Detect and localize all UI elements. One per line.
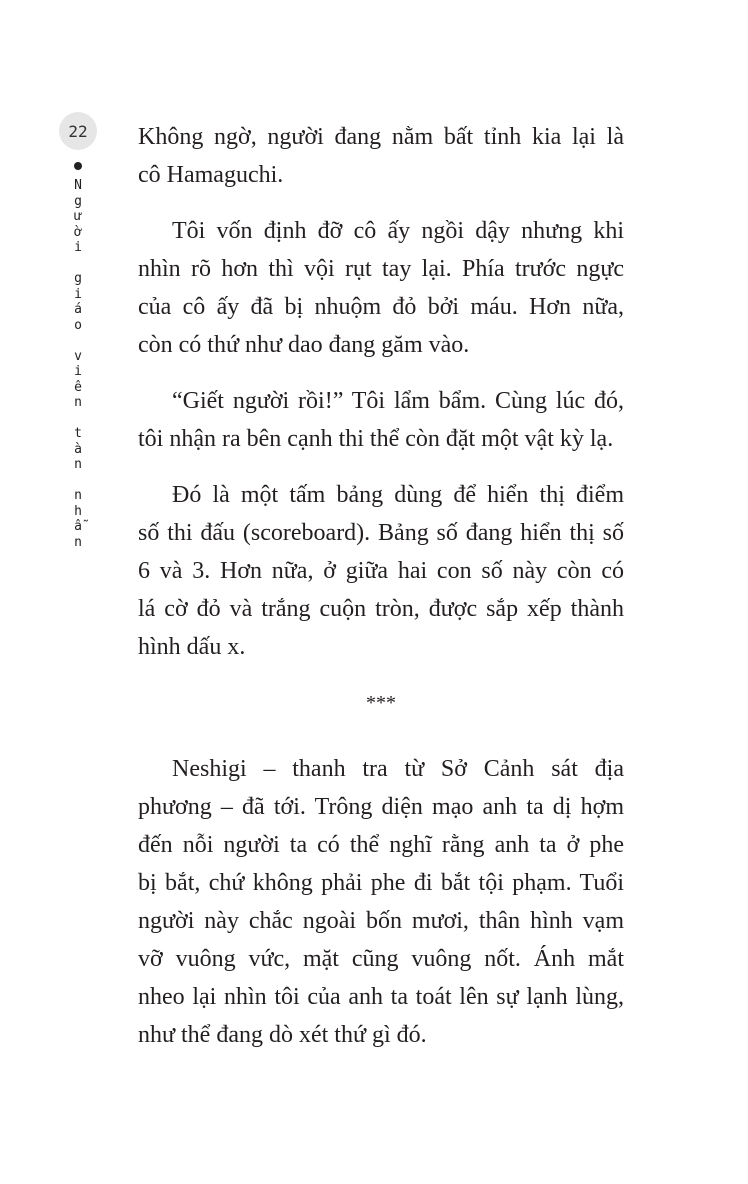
text-line: số thi đấu (scoreboard). Bảng số đang hiển thị số: [138, 520, 624, 546]
text-line: Không ngờ, người đang nằm bất tỉnh kia lại là: [138, 124, 624, 150]
page-margin: [58, 112, 98, 550]
page-number: 22: [59, 112, 97, 150]
running-title-char: N: [74, 178, 82, 193]
text-line: phương – đã tới. Trông diện mạo anh ta dị hợm: [138, 794, 624, 820]
running-title-char: i: [74, 364, 82, 379]
text-line: người này chắc ngoài bốn mươi, thân hình vạm: [138, 908, 624, 934]
text-line: cô Hamaguchi.: [138, 162, 284, 188]
text-line: đến nỗi người ta có thể nghĩ rằng anh ta ở phe: [138, 832, 624, 858]
running-title-char: [74, 473, 82, 489]
running-title-char: ờ: [74, 224, 82, 240]
running-title-char: ẫ: [74, 519, 82, 534]
text-line: tôi nhận ra bên cạnh thi thể còn đặt một vật kỳ lạ.: [138, 426, 614, 452]
running-title-char: g: [74, 271, 82, 286]
running-title-char: [74, 411, 82, 427]
paragraph: [138, 212, 624, 364]
running-title-char: n: [74, 395, 82, 410]
text-line: nheo lại nhìn tôi của anh ta toát lên sự lạnh lùng,: [138, 984, 624, 1010]
text-line: của cô ấy đã bị nhuộm đỏ bởi máu. Hơn nữa,: [138, 294, 624, 320]
paragraph: [138, 476, 624, 666]
running-title-char: i: [74, 286, 82, 302]
running-title-char: [74, 256, 82, 272]
section-separator: ***: [366, 692, 396, 714]
running-title-char: v: [74, 348, 82, 364]
text-line: như thể đang dò xét thứ gì đó.: [138, 1022, 427, 1048]
bullet-dot-icon: [74, 162, 82, 170]
running-title-char: [74, 333, 82, 349]
running-title-char: á: [74, 302, 82, 317]
running-title-char: n: [74, 457, 82, 472]
running-title-char: n: [74, 488, 82, 503]
text-line: “Giết người rồi!” Tôi lẩm bẩm. Cùng lúc đó,: [172, 388, 624, 414]
running-title-char: t: [74, 426, 82, 441]
running-title-char: g: [74, 193, 82, 209]
running-title-char: h: [74, 503, 82, 519]
text-line: Neshigi – thanh tra từ Sở Cảnh sát địa: [172, 756, 624, 782]
paragraph: [138, 118, 624, 194]
text-line: Tôi vốn định đỡ cô ấy ngồi dậy nhưng khi: [172, 218, 624, 244]
text-line: lá cờ đỏ và trắng cuộn tròn, được sắp xếp thành: [138, 596, 624, 622]
running-title-char: à: [74, 441, 82, 457]
running-title-char: ê: [74, 379, 82, 395]
running-title-char: o: [74, 317, 82, 333]
running-title-char: i: [74, 240, 82, 255]
text-line: Đó là một tấm bảng dùng để hiển thị điểm: [172, 482, 624, 508]
running-title-char: ư: [74, 209, 82, 224]
text-line: bị bắt, chứ không phải phe đi bắt tội phạm. Tuổi: [138, 870, 624, 896]
text-line: 6 và 3. Hơn nữa, ở giữa hai con số này còn có: [138, 558, 624, 584]
page-body: [138, 118, 624, 1072]
text-line: còn có thứ như dao đang găm vào.: [138, 332, 470, 358]
text-line: nhìn rõ hơn thì vội rụt tay lại. Phía trước ngực: [138, 256, 624, 282]
paragraph: [138, 750, 624, 1054]
running-title-char: n: [74, 534, 82, 550]
text-line: hình dấu x.: [138, 634, 246, 660]
text-line: vỡ vuông vức, mặt cũng vuông nốt. Ánh mắt: [138, 946, 624, 972]
paragraph: [138, 382, 624, 458]
running-title: [74, 178, 82, 550]
